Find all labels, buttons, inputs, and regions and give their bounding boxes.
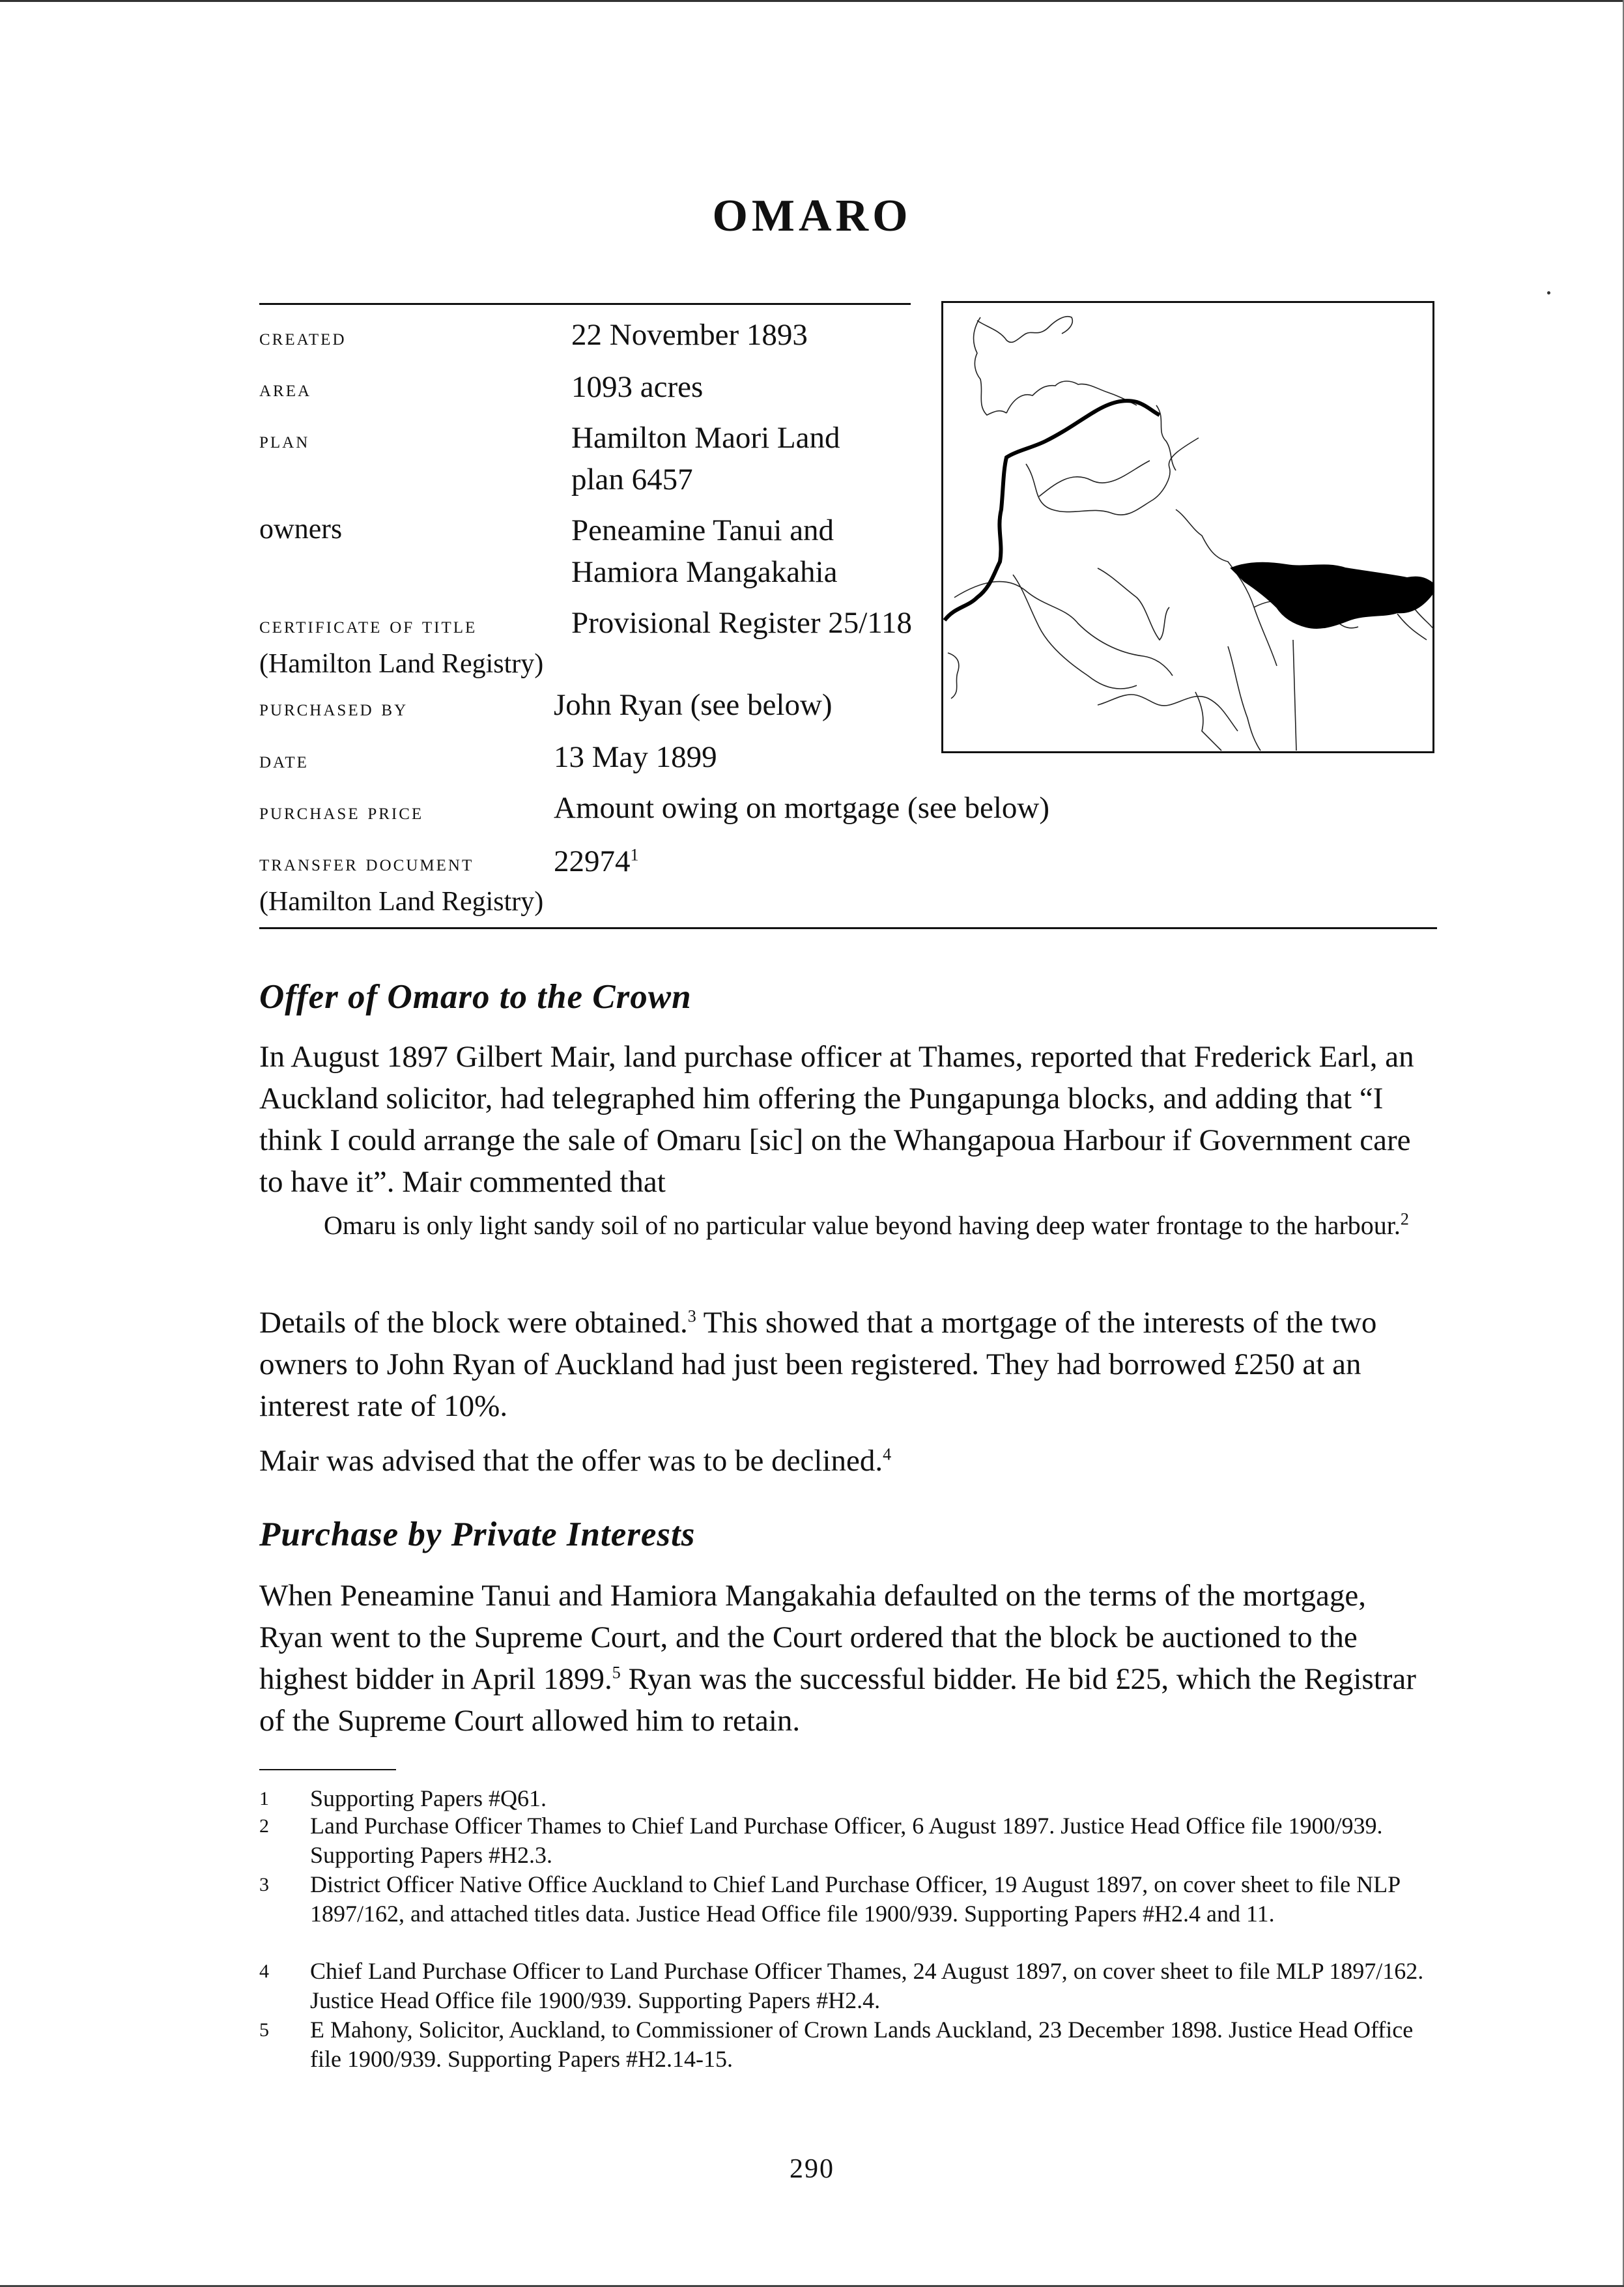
section1-paragraph-2b: This showed that a mortgage of the interests of the two owners to John Ryan of Auckland had just been registered. They had borrowed £250 at an interest rate of 10%. — [259, 1306, 1377, 1423]
footnote-ref-1[interactable]: 1 — [630, 845, 639, 865]
section-heading-offer: Offer of Omaro to the Crown — [259, 978, 692, 1016]
section-heading-purchase: Purchase by Private Interests — [259, 1516, 696, 1553]
purchased-by-label: purchased by — [259, 695, 408, 721]
purchased-by-value: John Ryan (see below) — [554, 688, 833, 722]
created-label: created — [259, 324, 347, 350]
purchase-price-value: Amount owing on mortgage (see below) — [554, 791, 1049, 825]
owners-value-line2: Hamiora Mangakahia — [571, 555, 838, 589]
details-top-rule — [259, 303, 911, 305]
block-quote-text: Omaru is only light sandy soil of no particular value beyond having deep water frontage to the harbour. — [324, 1211, 1401, 1240]
footnote-4-text: Chief Land Purchase Officer to Land Purchase Officer Thames, 24 August 1897, on cover sheet to file MLP 1897/162. Justice Head Office file 1900/939. Supporting Papers #H2.4. — [310, 1958, 1424, 2013]
footnote-ref-4[interactable]: 4 — [883, 1445, 892, 1464]
footnote-ref-5[interactable]: 5 — [612, 1663, 621, 1682]
details-bottom-rule — [259, 927, 1437, 929]
transfer-document-value — [554, 841, 639, 882]
footnote-2-text: Land Purchase Officer Thames to Chief Land Purchase Officer, 6 August 1897. Justice Head Office file 1900/939. Supporting Papers #H2.3. — [310, 1813, 1383, 1868]
section2-paragraph-1a: When Peneamine Tanui and Hamiora Mangakahia defaulted on the terms of the mortgage, Ryan went to the Supreme Court, and the Court ordered that the block be auctioned to the highest bidder in April 1899. — [259, 1579, 1366, 1696]
area-label: area — [259, 376, 312, 401]
created-value: 22 November 1893 — [571, 318, 808, 352]
speck-mark — [1547, 291, 1550, 295]
block-quote — [324, 1207, 1437, 1244]
section2-paragraph-1 — [259, 1575, 1437, 1742]
transfer-document-label: transfer document — [259, 850, 474, 876]
owners-value-line1: Peneamine Tanui and — [571, 513, 834, 547]
footnote-ref-2[interactable]: 2 — [1400, 1209, 1409, 1229]
page-top-edge — [0, 0, 1624, 2]
area-value: 1093 acres — [571, 370, 704, 404]
transfer-document-registry: (Hamilton Land Registry) — [259, 887, 544, 917]
map-frame — [943, 302, 1434, 753]
transfer-document-number: 22974 — [554, 844, 631, 878]
section1-paragraph-3 — [259, 1440, 1437, 1482]
footnote-2-number: 2 — [259, 1815, 269, 1837]
section1-paragraph-2 — [259, 1302, 1437, 1427]
footnote-5-number: 5 — [259, 2019, 269, 2041]
section1-paragraph-1: In August 1897 Gilbert Mair, land purchase officer at Thames, reported that Frederick Earl, an Auckland solicitor, had telegraphed him offering the Pungapunga blocks, and adding that “I think I could arrange the sale of Omaru [sic] on the Whangapoua Harbour if Government care to have it”. Mair commented that — [259, 1040, 1414, 1199]
footnote-1-number: 1 — [259, 1788, 269, 1809]
section2-paragraph-1b: Ryan was the successful bidder. He bid £25, which the Registrar of the Supreme Court allowed him to retain. — [259, 1662, 1416, 1738]
locator-map — [941, 301, 1434, 753]
certificate-of-title-label: certificate of title — [259, 612, 477, 638]
certificate-of-title-registry: (Hamilton Land Registry) — [259, 649, 544, 679]
plan-value-line2: plan 6457 — [571, 463, 693, 496]
certificate-of-title-value: Provisional Register 25/118 — [571, 606, 913, 640]
page-title: OMARO — [712, 191, 912, 241]
date-value: 13 May 1899 — [554, 740, 717, 774]
footnote-5-text: E Mahony, Solicitor, Auckland, to Commissioner of Crown Lands Auckland, 23 December 1898. Justice Head Office file 1900/939. Supporting Papers #H2.14-15. — [310, 2017, 1414, 2072]
section1-paragraph-2a: Details of the block were obtained. — [259, 1306, 688, 1340]
footnote-3-number: 3 — [259, 1874, 269, 1895]
plan-value-line1: Hamilton Maori Land — [571, 421, 840, 455]
section1-paragraph-3-text: Mair was advised that the offer was to be declined. — [259, 1444, 883, 1478]
footnote-1-text: Supporting Papers #Q61. — [310, 1785, 547, 1811]
footnote-3-text: District Officer Native Office Auckland to Chief Land Purchase Officer, 19 August 1897, on cover sheet to file NLP 1897/162, and attached titles data. Justice Head Office file 1900/939. Supporting Papers #H2.4 and 11. — [310, 1871, 1400, 1927]
owners-label: owners — [259, 513, 343, 545]
plan-label: plan — [259, 427, 310, 453]
page-number: 290 — [790, 2154, 834, 2184]
footnote-4-number: 4 — [259, 1961, 269, 1982]
date-label: date — [259, 747, 309, 773]
footnote-rule — [259, 1769, 396, 1770]
purchase-price-label: purchase price — [259, 799, 424, 824]
footnote-ref-3[interactable]: 3 — [687, 1306, 696, 1326]
